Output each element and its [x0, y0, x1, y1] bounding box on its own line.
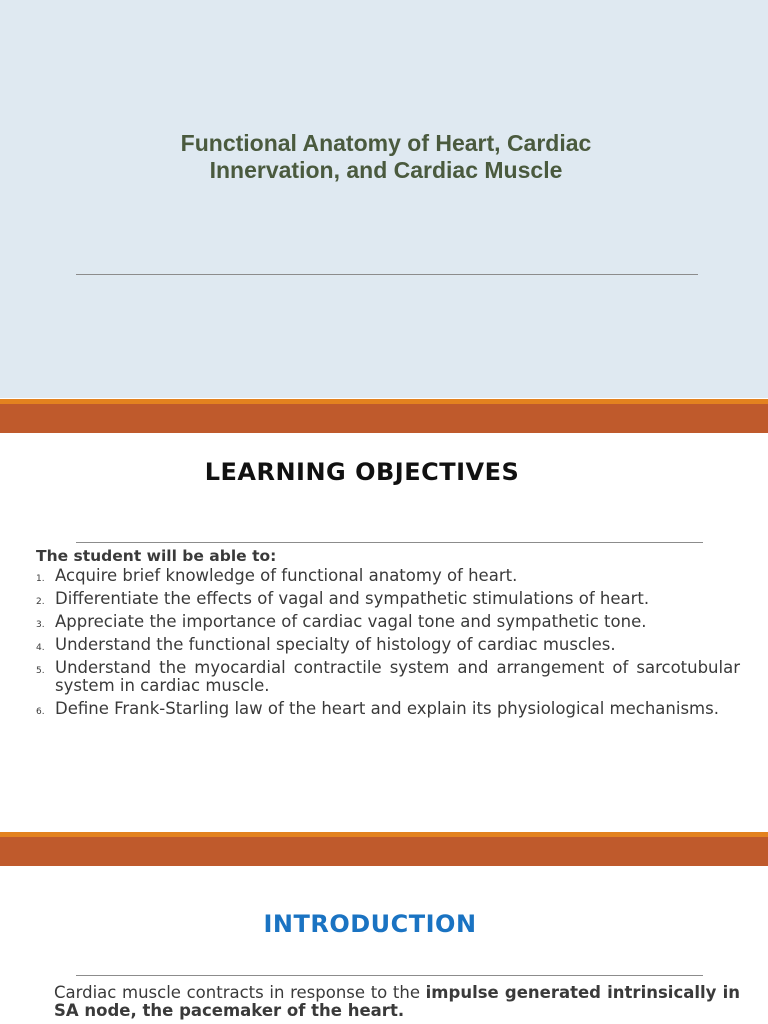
introduction-text: Cardiac muscle contracts in response to the [54, 983, 426, 1002]
objective-item: Understand the functional specialty of histology of cardiac muscles. [55, 635, 616, 654]
objective-item: Acquire brief knowledge of functional anatomy of heart. [55, 566, 518, 585]
slide-title [120, 130, 652, 184]
objectives-heading: LEARNING OBJECTIVES [204, 458, 520, 486]
introduction-paragraph [54, 984, 740, 1020]
separator-bar [0, 404, 768, 433]
introduction-heading: INTRODUCTION [263, 910, 477, 938]
title-divider [76, 274, 698, 275]
objective-item: Differentiate the effects of vagal and sympathetic stimulations of heart. [55, 589, 650, 608]
title-slide [0, 0, 768, 398]
slide-title-line-1: Functional Anatomy of Heart, Cardiac [180, 130, 592, 156]
separator-bar [0, 837, 768, 866]
objective-item: Understand the myocardial contractile system and arrangement of sarcotubular system in cardiac muscle. [55, 658, 740, 695]
slide-title-line-2: Innervation, and Cardiac Muscle [209, 157, 563, 183]
slide-separator-band [0, 832, 768, 866]
objective-item: Appreciate the importance of cardiac vagal tone and sympathetic tone. [55, 612, 647, 631]
slide-separator-band [0, 399, 768, 433]
introduction-text-bold: impulse generated intrinsically in SA node, the pacemaker of the heart. [54, 983, 740, 1020]
objectives-divider [76, 542, 703, 543]
introduction-divider [76, 975, 703, 976]
objectives-list [36, 567, 740, 723]
objectives-lead: The student will be able to: [36, 547, 277, 565]
objective-item: Define Frank-Starling law of the heart and explain its physiological mechanisms. [55, 699, 719, 718]
